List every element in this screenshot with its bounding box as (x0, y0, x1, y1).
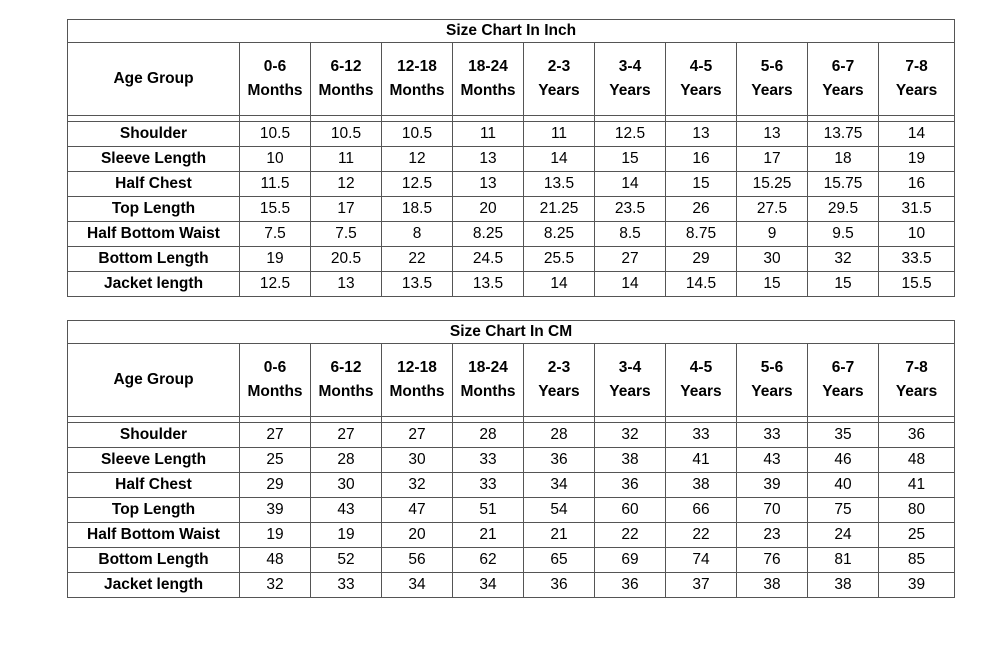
table-row (68, 448, 955, 473)
table-title-row (68, 20, 955, 43)
table-row (68, 247, 955, 272)
table-cell: 13 (666, 122, 737, 147)
table-cell: 22 (382, 247, 453, 272)
table-cell: 28 (311, 448, 382, 473)
table-cell: 36 (879, 423, 955, 448)
column-header-range: 7-8 (905, 58, 928, 75)
row-label: Top Length (68, 498, 240, 523)
column-header-range: 3-4 (618, 359, 642, 376)
table-cell: 56 (382, 548, 453, 573)
table-cell: 7.5 (240, 222, 311, 247)
table-cell: 29 (666, 247, 737, 272)
column-header-unit: Years (538, 383, 580, 400)
table-cell: 8.75 (666, 222, 737, 247)
row-label: Half Chest (68, 172, 240, 197)
table-cell: 24 (808, 523, 879, 548)
table-cell: 36 (595, 573, 666, 598)
table-cell: 13.75 (808, 122, 879, 147)
table-cell: 27 (311, 423, 382, 448)
table-cell: 10.5 (240, 122, 311, 147)
table-cell: 33 (453, 473, 524, 498)
table-cell: 11 (311, 147, 382, 172)
table-cell: 10.5 (382, 122, 453, 147)
table-cell: 13 (453, 172, 524, 197)
column-header (666, 344, 737, 417)
column-header (382, 43, 453, 116)
table-title-row (68, 321, 955, 344)
row-label: Sleeve Length (68, 147, 240, 172)
table-cell: 8 (382, 222, 453, 247)
table-cell: 31.5 (879, 197, 955, 222)
table-cell: 69 (595, 548, 666, 573)
table-row (68, 473, 955, 498)
table-cell: 13 (311, 272, 382, 297)
table-cell: 65 (524, 548, 595, 573)
table-cell: 20 (382, 523, 453, 548)
table-cell: 27 (382, 423, 453, 448)
table-cell: 33 (453, 448, 524, 473)
table-cell: 27 (240, 423, 311, 448)
table-cell: 30 (382, 448, 453, 473)
column-header (524, 344, 595, 417)
row-label: Jacket length (68, 272, 240, 297)
table-row (68, 498, 955, 523)
table-cell: 36 (595, 473, 666, 498)
row-label: Half Bottom Waist (68, 222, 240, 247)
column-header (240, 43, 311, 116)
column-header (808, 344, 879, 417)
column-header (737, 43, 808, 116)
table-cell: 10.5 (311, 122, 382, 147)
table-cell: 47 (382, 498, 453, 523)
table-cell: 36 (524, 573, 595, 598)
column-header-range: 6-12 (330, 359, 362, 376)
table-title: Size Chart In Inch (68, 20, 955, 43)
table-cell: 10 (240, 147, 311, 172)
table-cell: 19 (879, 147, 955, 172)
age-group-header: Age Group (68, 344, 240, 417)
column-header-unit: Years (895, 82, 938, 99)
column-header (666, 43, 737, 116)
table-cell: 12.5 (595, 122, 666, 147)
table-cell: 26 (666, 197, 737, 222)
table-cell: 19 (240, 523, 311, 548)
table-cell: 22 (666, 523, 737, 548)
table-cell: 23.5 (595, 197, 666, 222)
column-header (453, 344, 524, 417)
column-header-range: 6-12 (330, 58, 362, 75)
table-cell: 8.25 (524, 222, 595, 247)
age-group-header: Age Group (68, 43, 240, 116)
table-row (68, 548, 955, 573)
column-header (737, 344, 808, 417)
column-header-range: 6-7 (831, 58, 855, 75)
table-cell: 81 (808, 548, 879, 573)
row-label: Top Length (68, 197, 240, 222)
column-header (595, 344, 666, 417)
table-cell: 25.5 (524, 247, 595, 272)
column-header-unit: Months (389, 82, 445, 99)
column-header-unit: Months (460, 383, 516, 400)
table-cell: 34 (453, 573, 524, 598)
column-header-unit: Months (247, 383, 303, 400)
table-cell: 14.5 (666, 272, 737, 297)
table-cell: 24.5 (453, 247, 524, 272)
table-cell: 38 (666, 473, 737, 498)
table-cell: 13.5 (524, 172, 595, 197)
column-header-unit: Years (680, 82, 722, 99)
row-label: Sleeve Length (68, 448, 240, 473)
column-header (808, 43, 879, 116)
table-cell: 17 (737, 147, 808, 172)
table-cell: 15 (666, 172, 737, 197)
column-header-range: 0-6 (263, 359, 287, 376)
column-header-unit: Years (751, 82, 793, 99)
table-cell: 39 (240, 498, 311, 523)
table-cell: 25 (240, 448, 311, 473)
table-cell: 15.75 (808, 172, 879, 197)
table-cell: 38 (808, 573, 879, 598)
row-label: Bottom Length (68, 548, 240, 573)
table-cell: 85 (879, 548, 955, 573)
table-cell: 10 (879, 222, 955, 247)
table-cell: 11 (524, 122, 595, 147)
column-header (879, 43, 955, 116)
table-cell: 48 (879, 448, 955, 473)
row-label: Jacket length (68, 573, 240, 598)
table-cell: 32 (382, 473, 453, 498)
table-cell: 7.5 (311, 222, 382, 247)
table-cell: 35 (808, 423, 879, 448)
table-cell: 13.5 (453, 272, 524, 297)
column-header-unit: Years (822, 383, 864, 400)
table-cell: 16 (666, 147, 737, 172)
table-cell: 19 (311, 523, 382, 548)
table-row (68, 147, 955, 172)
table-cell: 19 (240, 247, 311, 272)
table-cell: 43 (737, 448, 808, 473)
column-header-range: 2-3 (547, 58, 571, 75)
column-header (524, 43, 595, 116)
table-cell: 23 (737, 523, 808, 548)
column-header-range: 2-3 (547, 359, 571, 376)
table-cell: 28 (453, 423, 524, 448)
table-cell: 11 (453, 122, 524, 147)
table-cell: 36 (524, 448, 595, 473)
table-cell: 52 (311, 548, 382, 573)
table-row (68, 573, 955, 598)
table-cell: 38 (737, 573, 808, 598)
table-cell: 29.5 (808, 197, 879, 222)
table-cell: 41 (879, 473, 955, 498)
column-header (595, 43, 666, 116)
column-header-range: 18-24 (468, 58, 508, 75)
header-row (68, 344, 955, 417)
column-header-range: 5-6 (760, 359, 784, 376)
column-header-unit: Months (318, 383, 374, 400)
column-header-unit: Years (609, 82, 651, 99)
table-cell: 70 (737, 498, 808, 523)
table-cell: 17 (311, 197, 382, 222)
table-title: Size Chart In CM (68, 321, 955, 344)
table-cell: 32 (808, 247, 879, 272)
table-row (68, 272, 955, 297)
table-row (68, 197, 955, 222)
table-cell: 30 (737, 247, 808, 272)
column-header-range: 6-7 (831, 359, 855, 376)
table-cell: 15.5 (879, 272, 955, 297)
column-header-range: 12-18 (397, 58, 437, 75)
table-row (68, 423, 955, 448)
column-header-unit: Years (895, 383, 938, 400)
table-cell: 32 (240, 573, 311, 598)
table-cell: 62 (453, 548, 524, 573)
table-cell: 15 (737, 272, 808, 297)
column-header-unit: Years (609, 383, 651, 400)
table-cell: 27 (595, 247, 666, 272)
column-header-range: 18-24 (468, 359, 508, 376)
table-cell: 25 (879, 523, 955, 548)
table-cell: 21 (524, 523, 595, 548)
column-header (382, 344, 453, 417)
table-cell: 14 (524, 147, 595, 172)
table-cell: 37 (666, 573, 737, 598)
table-row (68, 122, 955, 147)
table-cell: 33 (666, 423, 737, 448)
column-header-unit: Years (751, 383, 793, 400)
table-row (68, 523, 955, 548)
column-header-range: 5-6 (760, 58, 784, 75)
table-cell: 74 (666, 548, 737, 573)
table-cell: 8.5 (595, 222, 666, 247)
table-cell: 38 (595, 448, 666, 473)
table-cell: 27.5 (737, 197, 808, 222)
column-header (311, 43, 382, 116)
table-cell: 13 (737, 122, 808, 147)
column-header-range: 4-5 (689, 359, 713, 376)
row-label: Half Chest (68, 473, 240, 498)
table-cell: 34 (382, 573, 453, 598)
table-cell: 9 (737, 222, 808, 247)
column-header (879, 344, 955, 417)
table-cell: 33 (311, 573, 382, 598)
table-cell: 12.5 (382, 172, 453, 197)
table-cell: 75 (808, 498, 879, 523)
table-cell: 22 (595, 523, 666, 548)
table-cell: 18 (808, 147, 879, 172)
table-cell: 12.5 (240, 272, 311, 297)
table-cell: 29 (240, 473, 311, 498)
table-cell: 13 (453, 147, 524, 172)
table-cell: 28 (524, 423, 595, 448)
table-cell: 15 (808, 272, 879, 297)
table-cell: 15.25 (737, 172, 808, 197)
header-row (68, 43, 955, 116)
table-cell: 12 (311, 172, 382, 197)
table-cell: 43 (311, 498, 382, 523)
table-cell: 46 (808, 448, 879, 473)
table-cell: 14 (524, 272, 595, 297)
row-label: Shoulder (68, 423, 240, 448)
table-cell: 15 (595, 147, 666, 172)
table-cell: 40 (808, 473, 879, 498)
table-cell: 14 (595, 172, 666, 197)
table-cell: 39 (737, 473, 808, 498)
column-header (311, 344, 382, 417)
table-cell: 30 (311, 473, 382, 498)
table-cell: 21.25 (524, 197, 595, 222)
table-cell: 20.5 (311, 247, 382, 272)
column-header-range: 12-18 (397, 359, 437, 376)
table-cell: 15.5 (240, 197, 311, 222)
column-header-unit: Months (247, 82, 303, 99)
column-header-range: 0-6 (263, 58, 287, 75)
table-cell: 34 (524, 473, 595, 498)
table-cell: 48 (240, 548, 311, 573)
size-chart-inch-table (67, 19, 955, 297)
table-cell: 76 (737, 548, 808, 573)
row-label: Bottom Length (68, 247, 240, 272)
column-header-unit: Months (389, 383, 445, 400)
column-header (453, 43, 524, 116)
column-header-unit: Years (538, 82, 580, 99)
column-header (240, 344, 311, 417)
table-cell: 14 (595, 272, 666, 297)
table-cell: 14 (879, 122, 955, 147)
column-header-unit: Years (680, 383, 722, 400)
table-cell: 13.5 (382, 272, 453, 297)
table-cell: 80 (879, 498, 955, 523)
table-cell: 20 (453, 197, 524, 222)
table-cell: 41 (666, 448, 737, 473)
table-cell: 16 (879, 172, 955, 197)
column-header-unit: Years (822, 82, 864, 99)
table-cell: 39 (879, 573, 955, 598)
table-cell: 33 (737, 423, 808, 448)
table-cell: 12 (382, 147, 453, 172)
row-label: Shoulder (68, 122, 240, 147)
table-cell: 8.25 (453, 222, 524, 247)
table-cell: 9.5 (808, 222, 879, 247)
table-cell: 54 (524, 498, 595, 523)
column-header-range: 7-8 (905, 359, 928, 376)
column-header-range: 4-5 (689, 58, 713, 75)
column-header-unit: Months (460, 82, 516, 99)
table-cell: 32 (595, 423, 666, 448)
table-cell: 33.5 (879, 247, 955, 272)
table-cell: 51 (453, 498, 524, 523)
size-chart-cm-table (67, 320, 955, 598)
table-cell: 66 (666, 498, 737, 523)
table-row (68, 222, 955, 247)
table-cell: 18.5 (382, 197, 453, 222)
column-header-unit: Months (318, 82, 374, 99)
column-header-range: 3-4 (618, 58, 642, 75)
table-cell: 60 (595, 498, 666, 523)
table-cell: 21 (453, 523, 524, 548)
row-label: Half Bottom Waist (68, 523, 240, 548)
table-cell: 11.5 (240, 172, 311, 197)
table-row (68, 172, 955, 197)
